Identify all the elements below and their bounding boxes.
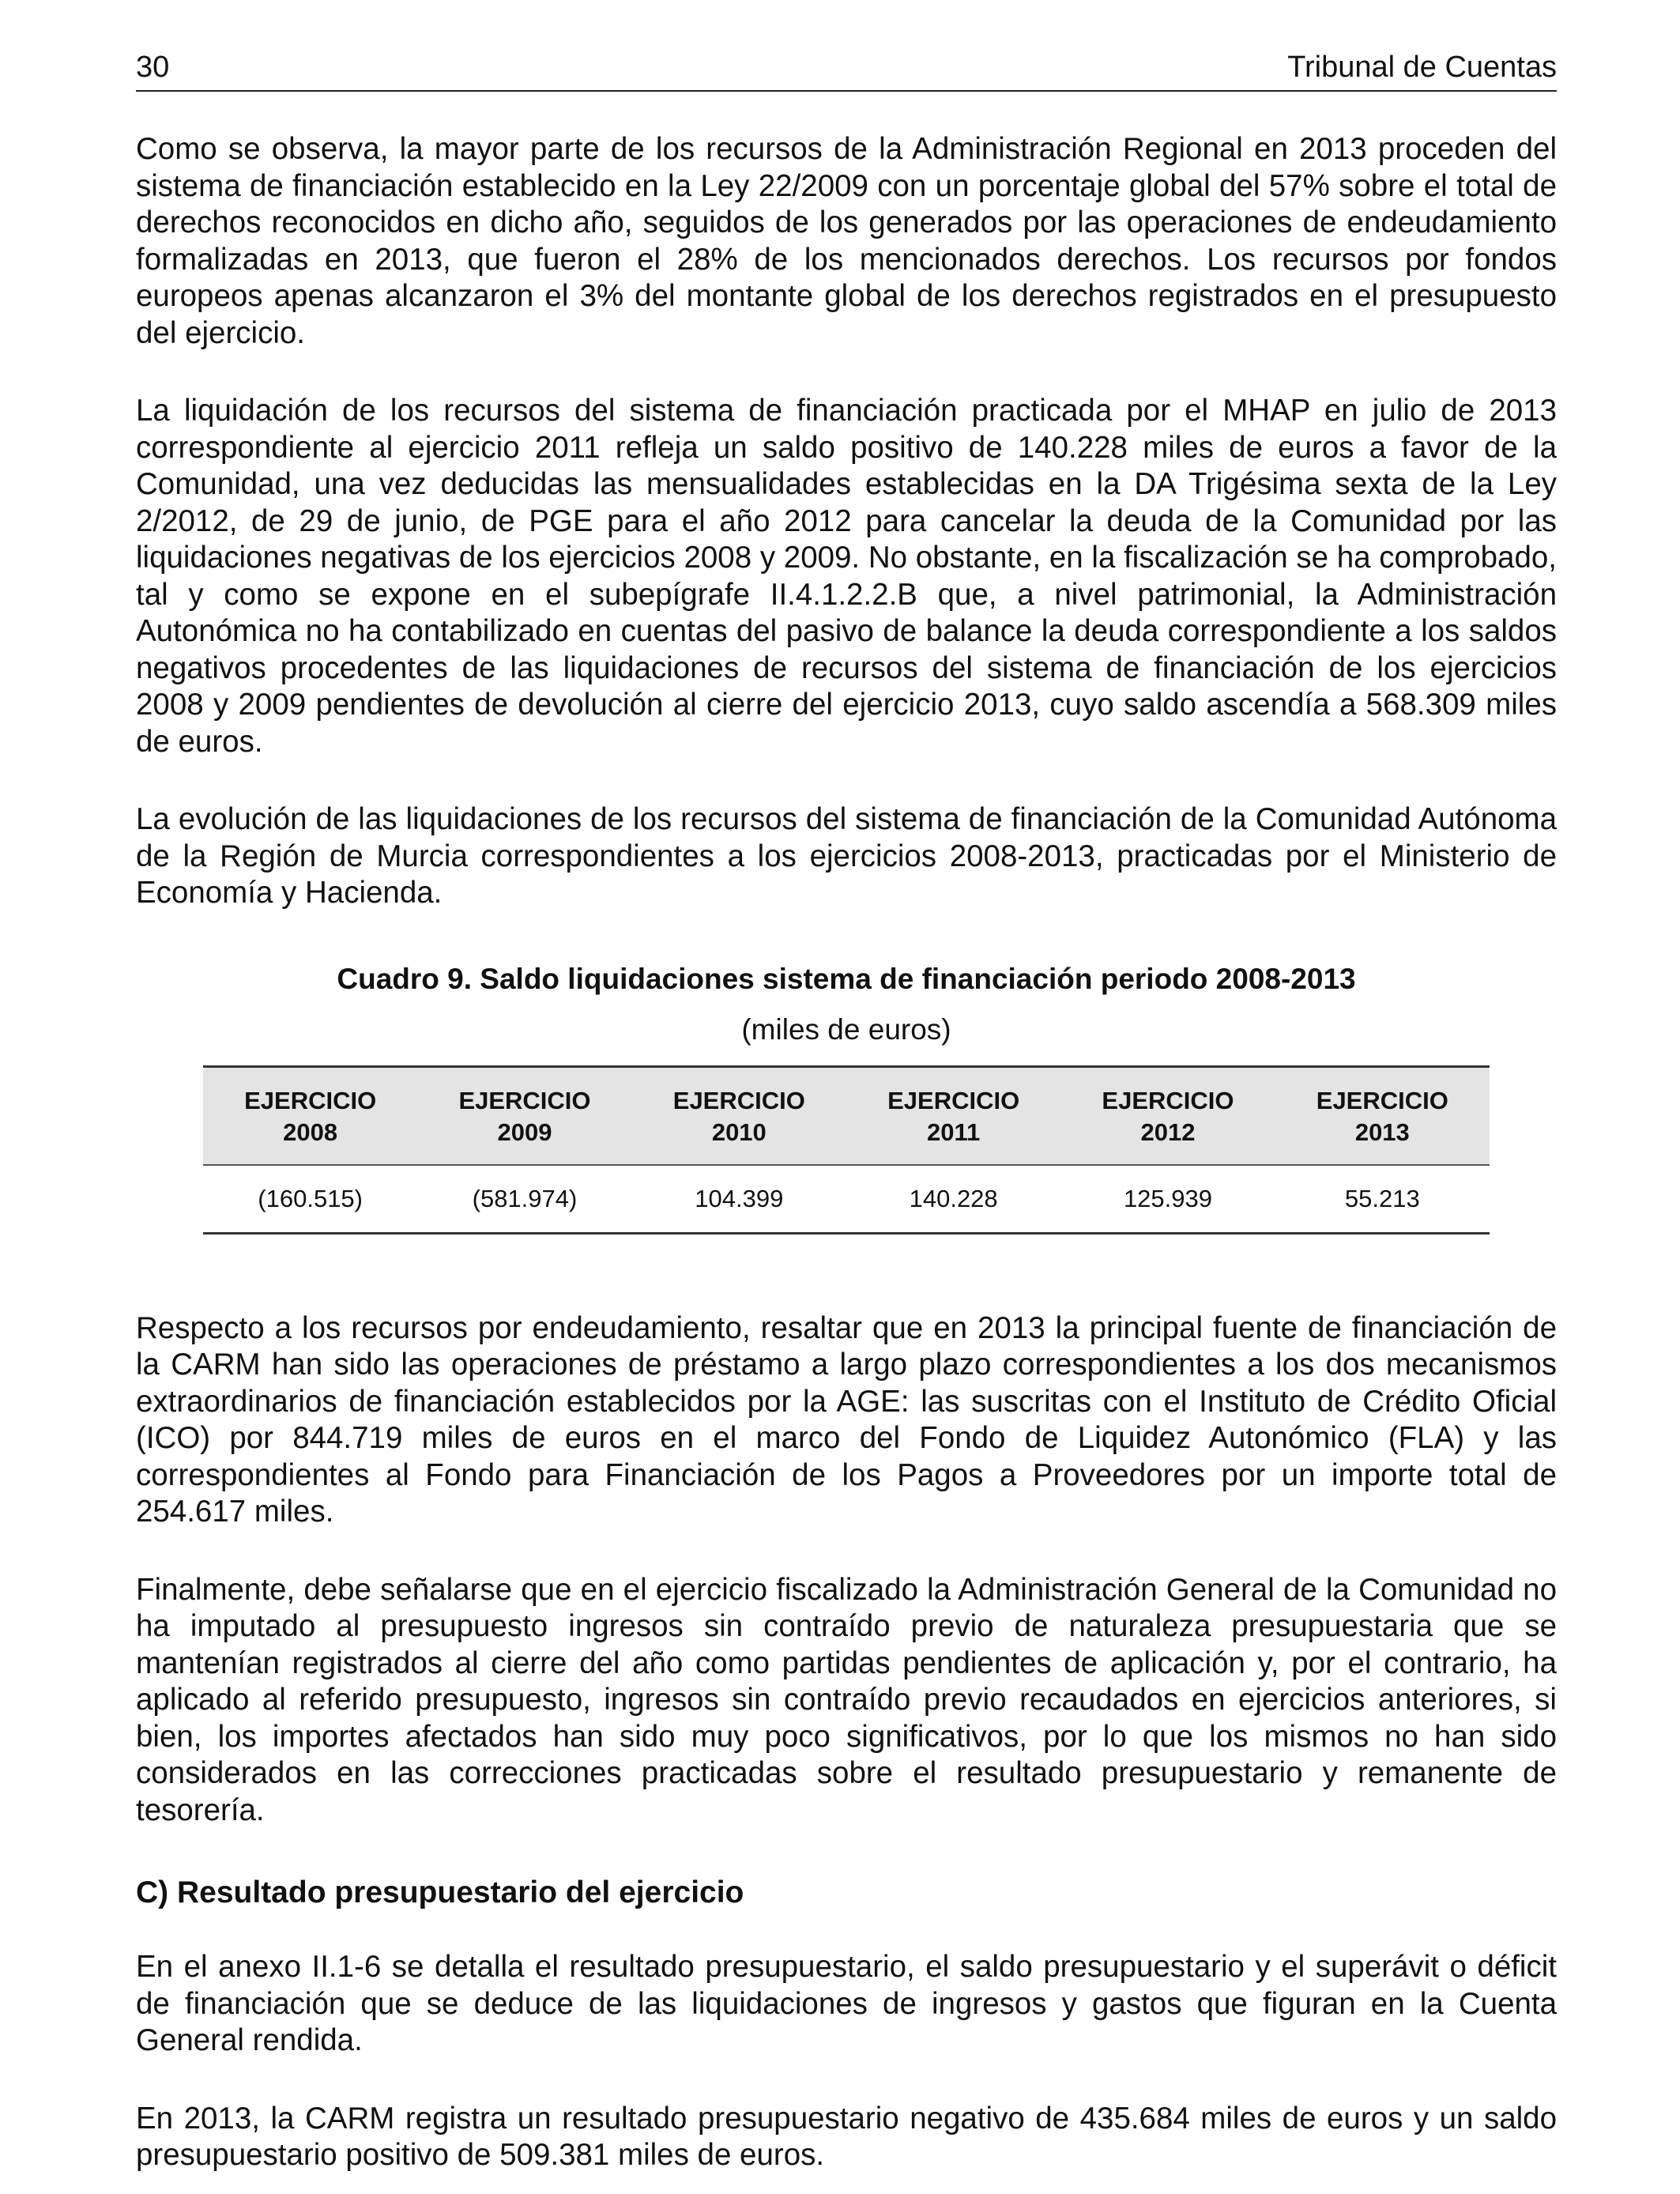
table-cell: 55.213 (1275, 1165, 1490, 1234)
paragraph-resources-overview: Como se observa, la mayor parte de los recursos de la Administración Regional en 2013 proceden del sistema de financiación establecido en la Ley 22/2009 con un porcentaje global del 57% sobre el total de derechos reconocidos en dicho año, seguidos de los generados por las operaciones de endeudamiento formalizadas en 2013, que fueron el 28% de los mencionados derechos. Los recursos por fondos europeos apenas alcanzaron el 3% del montante global de los derechos registrados en el presupuesto del ejercicio. (136, 132, 1557, 350)
paragraph-debt-resources: Respecto a los recursos por endeudamiento, resaltar que en 2013 la principal fuente de financiación de la CARM han sido las operaciones de préstamo a largo plazo correspondientes a los dos mecanismos extraordinarios de financiación establecidos por la AGE: las suscritas con el Instituto de Crédito Oficial (ICO) por 844.719 miles de euros en el marco del Fondo de Liquidez Autonómico (FLA) y las correspondientes al Fondo para Financiación de los Pagos a Proveedores por un importe total de 254.617 miles. (136, 1310, 1557, 1529)
table-cell: (581.974) (417, 1165, 631, 1234)
liquidation-balance-table (203, 1065, 1490, 1235)
table-row (203, 1165, 1490, 1234)
page-header (136, 49, 1557, 92)
paragraph-budget-result-annex: En el anexo II.1-6 se detalla el resultado presupuestario, el saldo presupuestario y el superávit o déficit de financiación que se deduce de las liquidaciones de ingresos y gastos que figuran en la Cuenta General rendida. (136, 1950, 1557, 2057)
table-header-cell: EJERCICIO 2011 (846, 1066, 1060, 1165)
table-header-cell: EJERCICIO 2010 (632, 1066, 846, 1165)
table-cell: 125.939 (1060, 1165, 1275, 1234)
table-header-cell: EJERCICIO 2009 (417, 1066, 631, 1165)
table-header-row (203, 1066, 1490, 1165)
table-header-cell: EJERCICIO 2008 (203, 1066, 417, 1165)
table-cell: 140.228 (846, 1165, 1060, 1234)
table-subtitle: (miles de euros) (741, 1012, 951, 1046)
paragraph-liquidation-2011: La liquidación de los recursos del sistema de financiación practicada por el MHAP en julio de 2013 correspondiente al ejercicio 2011 refleja un saldo positivo de 140.228 miles de euros a favor de la Comunidad, una vez deducidas las mensualidades establecidas en la DA Trigésima sexta de la Ley 2/2012, de 29 de junio, de PGE para el año 2012 para cancelar la deuda de la Comunidad por las liquidaciones negativas de los ejercicios 2008 y 2009. No obstante, en la fiscalización se ha comprobado, tal y como se expone en el subepígrafe II.4.1.2.2.B que, a nivel patrimonial, la Administración Autonómica no ha contabilizado en cuentas del pasivo de balance la deuda correspondiente a los saldos negativos procedentes de las liquidaciones de recursos del sistema de financiación de los ejercicios 2008 y 2009 pendientes de devolución al cierre del ejercicio 2013, cuyo saldo ascendía a 568.309 miles de euros. (136, 394, 1557, 759)
paragraph-unallocated-income: Finalmente, debe señalarse que en el ejercicio fiscalizado la Administración General de la Comunidad no ha imputado al presupuesto ingresos sin contraído previo de naturaleza presupuestaria que se mantenían registrados al cierre del año como partidas pendientes de aplicación y, por el contrario, ha aplicado al referido presupuesto, ingresos sin contraído previo recaudados en ejercicios anteriores, si bien, los importes afectados han sido muy poco significativos, por lo que los mismos no han sido considerados en las correcciones practicadas sobre el resultado presupuestario y remanente de tesorería. (136, 1572, 1557, 1827)
document-page (136, 49, 1557, 2174)
page-number: 30 (136, 51, 170, 84)
paragraph-evolution-intro: La evolución de las liquidaciones de los recursos del sistema de financiación de la Comunidad Autónoma de la Región de Murcia correspondientes a los ejercicios 2008-2013, practicadas por el Ministerio de Economía y Hacienda. (136, 802, 1557, 910)
table-cell: 104.399 (632, 1165, 846, 1234)
publisher-name: Tribunal de Cuentas (1287, 51, 1557, 84)
paragraph-budget-result-2013: En 2013, la CARM registra un resultado presupuestario negativo de 435.684 miles de euros y un saldo presupuestario positivo de 509.381 miles de euros. (136, 2101, 1557, 2172)
section-heading: C) Resultado presupuestario del ejercicio (136, 1875, 744, 1909)
table-header-cell: EJERCICIO 2013 (1275, 1066, 1490, 1165)
table-title: Cuadro 9. Saldo liquidaciones sistema de financiación periodo 2008-2013 (337, 962, 1356, 995)
table-cell: (160.515) (203, 1165, 417, 1234)
table-header-cell: EJERCICIO 2012 (1060, 1066, 1275, 1165)
